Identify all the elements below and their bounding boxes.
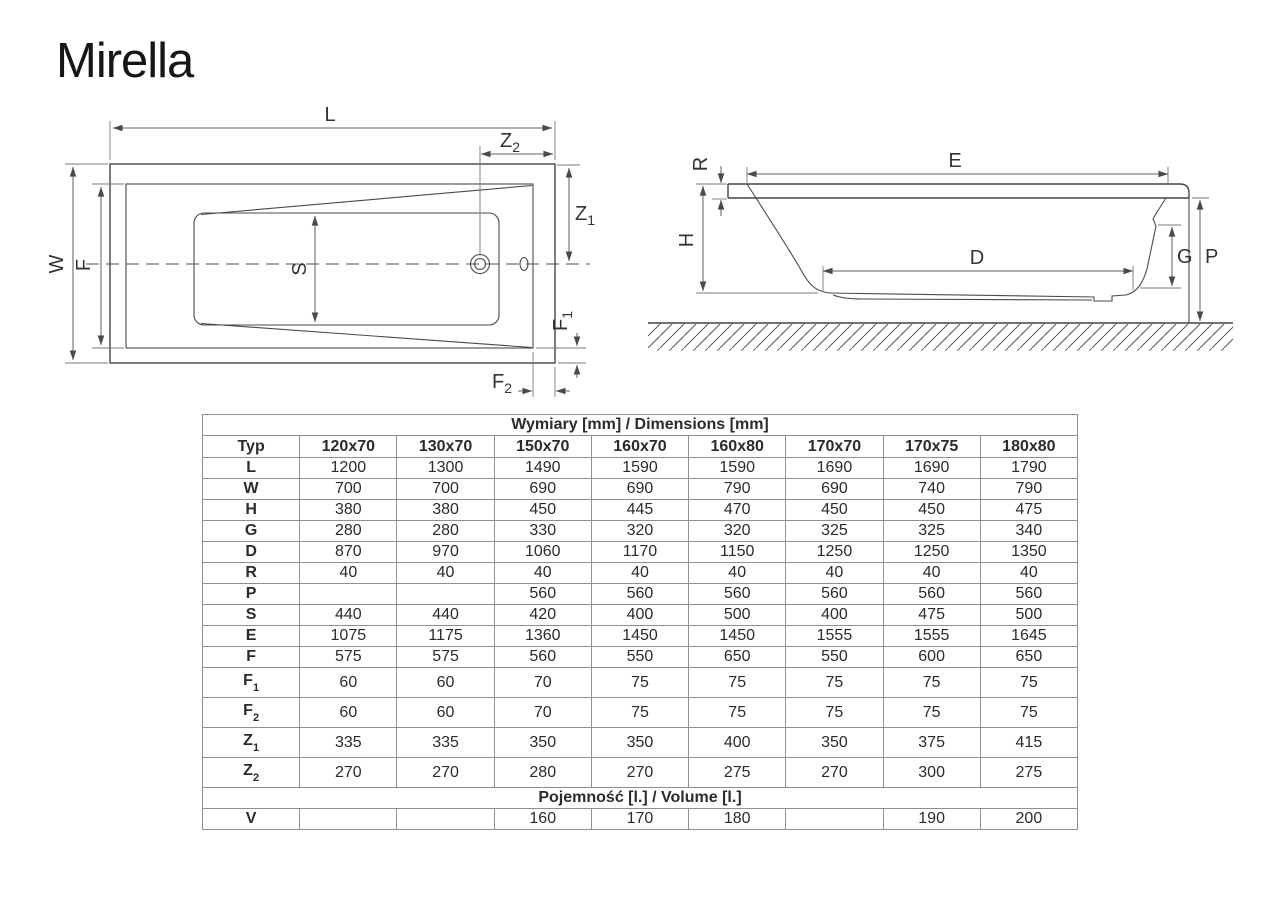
table-cell: 1200 (300, 458, 397, 479)
table-cell: 270 (591, 758, 688, 788)
table-cell: 40 (980, 563, 1077, 584)
table-cell: 60 (300, 668, 397, 698)
table-section-header: Wymiary [mm] / Dimensions [mm] (203, 415, 1078, 436)
table-cell: 75 (786, 668, 883, 698)
table-cell: 325 (883, 521, 980, 542)
table-cell: 575 (397, 647, 494, 668)
table-row (203, 728, 1078, 758)
backrest-slope-bottom (201, 324, 532, 348)
table-cell: 190 (883, 809, 980, 830)
column-header: 170x70 (786, 436, 883, 458)
table-row (203, 436, 1078, 458)
dim-label-F: F (73, 258, 95, 272)
table-row (203, 647, 1078, 668)
table-cell: 475 (883, 605, 980, 626)
table-cell: 275 (980, 758, 1077, 788)
row-label: L (203, 458, 300, 479)
dimensions-table-body (203, 415, 1078, 830)
tub-outer-edge (110, 164, 555, 363)
row-label: R (203, 563, 300, 584)
table-cell: 560 (494, 584, 591, 605)
table-row (203, 788, 1078, 809)
dim-label-G: G (1177, 246, 1193, 268)
table-cell: 325 (786, 521, 883, 542)
column-header: Typ (203, 436, 300, 458)
table-row (203, 698, 1078, 728)
table-cell: 400 (591, 605, 688, 626)
table-cell: 690 (786, 479, 883, 500)
table-cell: 60 (397, 668, 494, 698)
product-title: Mirella (56, 34, 194, 88)
table-cell: 40 (883, 563, 980, 584)
overflow-icon (520, 258, 528, 271)
table-cell: 500 (980, 605, 1077, 626)
table-cell: 1170 (591, 542, 688, 563)
table-cell: 1645 (980, 626, 1077, 647)
table-cell: 180 (689, 809, 786, 830)
table-cell: 1555 (786, 626, 883, 647)
table-cell: 40 (397, 563, 494, 584)
table-cell: 550 (786, 647, 883, 668)
table-cell: 450 (786, 500, 883, 521)
table-row (203, 500, 1078, 521)
table-cell: 40 (300, 563, 397, 584)
table-cell: 1150 (689, 542, 786, 563)
table-cell: 200 (980, 809, 1077, 830)
column-header: 160x70 (591, 436, 688, 458)
table-cell: 40 (786, 563, 883, 584)
table-row (203, 668, 1078, 698)
table-cell: 70 (494, 668, 591, 698)
table-cell: 870 (300, 542, 397, 563)
table-cell: 550 (591, 647, 688, 668)
table-cell: 1075 (300, 626, 397, 647)
table-cell: 560 (494, 647, 591, 668)
table-cell: 600 (883, 647, 980, 668)
tub-bottom-profile (829, 198, 1166, 301)
table-cell: 1350 (980, 542, 1077, 563)
table-row (203, 458, 1078, 479)
column-header: 170x75 (883, 436, 980, 458)
row-label: E (203, 626, 300, 647)
table-cell: 350 (494, 728, 591, 758)
table-cell: 320 (689, 521, 786, 542)
table-cell: 75 (980, 698, 1077, 728)
table-cell: 40 (591, 563, 688, 584)
table-cell: 450 (494, 500, 591, 521)
table-cell: 790 (689, 479, 786, 500)
row-label: $Z_2$ (203, 758, 300, 788)
table-cell: 160 (494, 809, 591, 830)
table-cell: 270 (300, 758, 397, 788)
table-cell: 560 (883, 584, 980, 605)
table-cell: 1250 (786, 542, 883, 563)
row-label: F (203, 647, 300, 668)
row-label: H (203, 500, 300, 521)
table-cell: 440 (300, 605, 397, 626)
table-cell: 1590 (591, 458, 688, 479)
table-cell: 75 (689, 698, 786, 728)
table-cell: 440 (397, 605, 494, 626)
table-cell: 560 (786, 584, 883, 605)
dim-label-L: L (324, 104, 336, 126)
table-cell (786, 809, 883, 830)
column-header: 160x80 (689, 436, 786, 458)
table-cell: 700 (397, 479, 494, 500)
table-cell: 970 (397, 542, 494, 563)
table-cell: 1555 (883, 626, 980, 647)
table-cell: 75 (883, 698, 980, 728)
table-cell: 280 (494, 758, 591, 788)
drain-icon (471, 255, 490, 274)
table-row (203, 809, 1078, 830)
table-cell: 790 (980, 479, 1077, 500)
table-cell: 40 (494, 563, 591, 584)
table-cell: 350 (786, 728, 883, 758)
dim-label-H: H (676, 232, 698, 248)
table-cell: 690 (494, 479, 591, 500)
dim-label-D: D (969, 247, 985, 269)
table-cell: 445 (591, 500, 688, 521)
table-cell: 575 (300, 647, 397, 668)
table-row (203, 563, 1078, 584)
table-cell: 1250 (883, 542, 980, 563)
table-cell: 650 (689, 647, 786, 668)
tub-rim-edge (126, 184, 533, 348)
table-cell (300, 584, 397, 605)
table-cell: 1490 (494, 458, 591, 479)
table-cell: 560 (980, 584, 1077, 605)
table-cell: 320 (591, 521, 688, 542)
table-cell: 1360 (494, 626, 591, 647)
table-cell: 75 (689, 668, 786, 698)
table-cell: 1450 (689, 626, 786, 647)
table-cell: 60 (300, 698, 397, 728)
dim-label-Z2: $Z_2$ (499, 130, 521, 155)
table-cell: 1690 (786, 458, 883, 479)
top-view-drawing (46, 104, 595, 397)
row-label: W (203, 479, 300, 500)
dim-label-E: E (948, 150, 962, 172)
table-cell: 470 (689, 500, 786, 521)
dim-label-Z1: $Z_1$ (575, 203, 596, 228)
table-cell: 650 (980, 647, 1077, 668)
table-row (203, 479, 1078, 500)
table-cell (397, 809, 494, 830)
tub-shell-line (833, 295, 1092, 300)
table-cell: 75 (786, 698, 883, 728)
table-cell: 75 (980, 668, 1077, 698)
table-cell: 280 (397, 521, 494, 542)
table-cell: 375 (883, 728, 980, 758)
table-cell: 420 (494, 605, 591, 626)
table-cell: 475 (980, 500, 1077, 521)
table-row (203, 542, 1078, 563)
table-cell: 450 (883, 500, 980, 521)
table-section-header: Pojemność [l.] / Volume [l.] (203, 788, 1078, 809)
table-cell: 560 (689, 584, 786, 605)
tub-back-slope (747, 184, 829, 293)
dim-label-P: P (1205, 246, 1219, 268)
table-cell: 270 (786, 758, 883, 788)
row-label: D (203, 542, 300, 563)
table-cell: 75 (883, 668, 980, 698)
dim-label-W: W (46, 254, 68, 274)
table-cell: 300 (883, 758, 980, 788)
table-cell: 400 (786, 605, 883, 626)
table-cell: 560 (591, 584, 688, 605)
column-header: 130x70 (397, 436, 494, 458)
table-row (203, 521, 1078, 542)
drain-inner-icon (475, 259, 486, 270)
table-cell: 75 (591, 698, 688, 728)
table-cell: 400 (689, 728, 786, 758)
row-label: G (203, 521, 300, 542)
row-label: P (203, 584, 300, 605)
table-cell (300, 809, 397, 830)
table-cell: 335 (397, 728, 494, 758)
table-cell: 415 (980, 728, 1077, 758)
row-label: S (203, 605, 300, 626)
table-cell: 330 (494, 521, 591, 542)
table-cell: 40 (689, 563, 786, 584)
dim-label-R: R (690, 156, 712, 172)
table-cell: 740 (883, 479, 980, 500)
table-cell: 170 (591, 809, 688, 830)
table-row (203, 584, 1078, 605)
table-cell: 340 (980, 521, 1077, 542)
table-cell: 700 (300, 479, 397, 500)
table-cell: 1590 (689, 458, 786, 479)
side-view-drawing (648, 150, 1233, 351)
table-cell: 335 (300, 728, 397, 758)
table-row (203, 626, 1078, 647)
table-cell: 270 (397, 758, 494, 788)
table-cell: 280 (300, 521, 397, 542)
column-header: 150x70 (494, 436, 591, 458)
row-label: V (203, 809, 300, 830)
row-label: $F_2$ (203, 698, 300, 728)
table-cell: 60 (397, 698, 494, 728)
table-cell: 1790 (980, 458, 1077, 479)
table-row (203, 605, 1078, 626)
column-header: 180x80 (980, 436, 1077, 458)
row-label: $F_1$ (203, 668, 300, 698)
rim-top-profile (728, 184, 1189, 198)
table-cell: 1175 (397, 626, 494, 647)
row-label: $Z_1$ (203, 728, 300, 758)
table-cell: 1450 (591, 626, 688, 647)
table-cell: 380 (300, 500, 397, 521)
dim-label-S: S (289, 262, 311, 276)
table-cell: 690 (591, 479, 688, 500)
table-cell: 1060 (494, 542, 591, 563)
table-cell: 1690 (883, 458, 980, 479)
table-cell: 500 (689, 605, 786, 626)
tub-basin-bottom (194, 213, 499, 325)
table-row (203, 758, 1078, 788)
dim-label-F2: $F_2$ (491, 371, 513, 396)
table-cell (397, 584, 494, 605)
table-cell: 1300 (397, 458, 494, 479)
table-cell: 70 (494, 698, 591, 728)
table-cell: 75 (591, 668, 688, 698)
table-cell: 275 (689, 758, 786, 788)
floor-hatch (648, 324, 1233, 351)
table-cell: 380 (397, 500, 494, 521)
table-cell: 350 (591, 728, 688, 758)
column-header: 120x70 (300, 436, 397, 458)
table-row (203, 415, 1078, 436)
dim-label-F1: $F_1$ (550, 310, 575, 332)
backrest-slope-top (201, 186, 532, 215)
dimensions-table (202, 414, 1078, 830)
